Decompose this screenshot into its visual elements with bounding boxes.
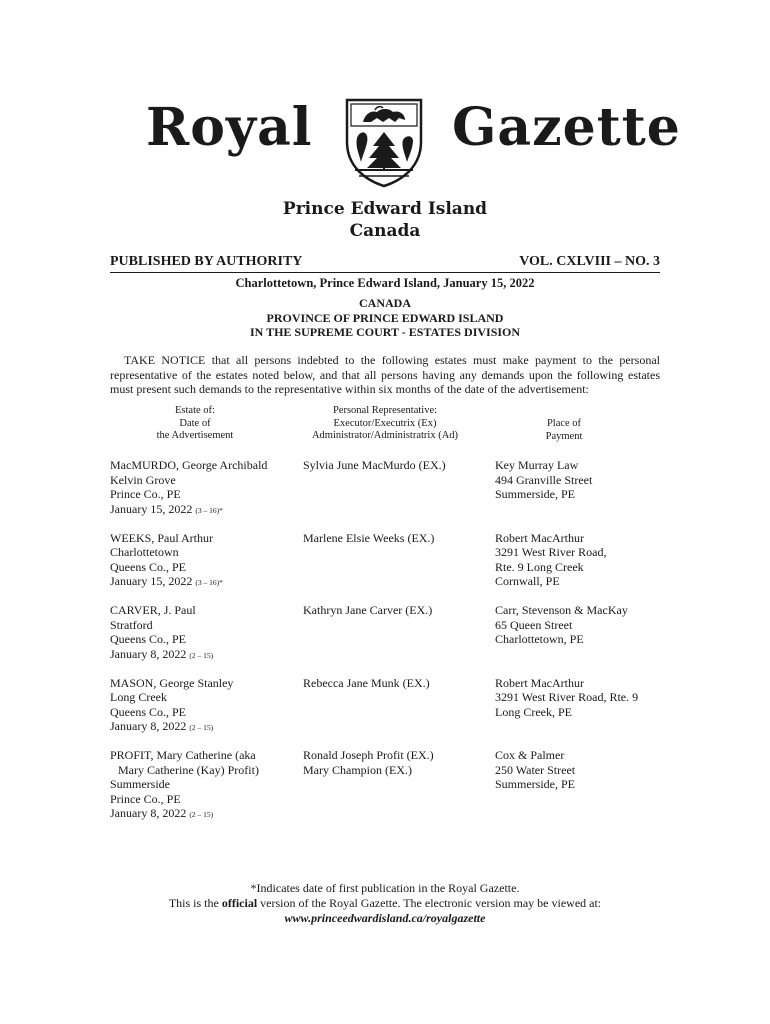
publication-bar xyxy=(110,252,660,273)
column-header-line: Personal Representative: xyxy=(332,405,438,416)
estate-name: WEEKS, Paul Arthur xyxy=(110,530,213,545)
representative-name: Mary Champion (EX.) xyxy=(303,762,412,777)
payment-line: Robert MacArthur xyxy=(495,530,584,545)
estate-date-line xyxy=(110,806,300,823)
payment-line: Summerside, PE xyxy=(495,487,575,501)
notice-paragraph: TAKE NOTICE that all persons indebted to the following estates must make payment to the personal representative of the estates noted below, and that all persons having any demands upon the following estates must present such demands to the representative within six months of the date of the advertisement: xyxy=(110,353,660,396)
column-header-line: Place of xyxy=(546,418,582,429)
estate-location: Kelvin Grove xyxy=(110,472,176,487)
estate-details xyxy=(110,676,300,736)
representative-name: Rebecca Jane Munk (EX.) xyxy=(303,675,430,690)
personal-representative xyxy=(303,458,493,473)
estate-location: Charlottetown xyxy=(110,545,179,559)
personal-representative xyxy=(303,603,493,618)
court-heading xyxy=(0,296,770,340)
estate-county: Prince Co., PE xyxy=(110,791,181,806)
payment-line: Charlottetown, PE xyxy=(495,632,584,646)
representative-name: Sylvia June MacMurdo (EX.) xyxy=(303,458,446,472)
payment-line: 3291 West River Road, xyxy=(495,545,607,559)
estate-details xyxy=(110,603,300,663)
payment-line: Rte. 9 Long Creek xyxy=(495,559,584,574)
publication-reference: (2 – 15) xyxy=(189,650,214,660)
payment-line: Cornwall, PE xyxy=(495,574,560,588)
dateline: Charlottetown, Prince Edward Island, January 15, 2022 xyxy=(235,276,535,290)
estate-date-line xyxy=(110,647,300,664)
estate-county: Queens Co., PE xyxy=(110,632,186,646)
payment-line: 494 Granville Street xyxy=(495,472,593,487)
estate-county: Prince Co., PE xyxy=(110,487,181,501)
estate-details xyxy=(110,748,300,823)
estate-name: MacMURDO, George Archibald xyxy=(110,458,268,472)
estate-county: Queens Co., PE xyxy=(110,704,186,719)
advertisement-date: January 8, 2022 xyxy=(110,806,187,820)
representative-name: Marlene Elsie Weeks (EX.) xyxy=(303,530,435,545)
representative-name: Kathryn Jane Carver (EX.) xyxy=(303,603,433,617)
column-header-line: the Advertisement xyxy=(156,430,234,441)
official-note-emphasis: official xyxy=(221,896,258,910)
estate-location: Summerside xyxy=(110,777,170,791)
court-heading-province: PROVINCE OF PRINCE EDWARD ISLAND xyxy=(266,310,504,325)
published-by-authority: PUBLISHED BY AUTHORITY xyxy=(110,254,303,269)
payment-line: Summerside, PE xyxy=(495,777,575,791)
official-note-text: This is the xyxy=(168,896,222,910)
personal-representative xyxy=(303,531,493,546)
estate-date-line xyxy=(110,502,300,519)
payment-line: 250 Water Street xyxy=(495,762,576,777)
estate-name: CARVER, J. Paul xyxy=(110,603,196,617)
masthead xyxy=(0,96,770,192)
publication-reference: (3 – 16)* xyxy=(195,578,223,587)
advertisement-date: January 15, 2022 xyxy=(110,501,193,516)
coat-of-arms-icon xyxy=(341,96,427,188)
personal-representative xyxy=(303,748,493,777)
column-header-line: Date of xyxy=(179,417,211,429)
place-of-payment xyxy=(495,531,670,589)
column-header-line: Executor/Executrix (Ex) xyxy=(333,417,437,429)
estate-alias: Mary Catherine (Kay) Profit) xyxy=(118,762,259,777)
footnote-first-publication: *Indicates date of first publication in the Royal Gazette. xyxy=(250,881,520,895)
place-of-payment xyxy=(495,603,670,647)
official-note-text: version of the Royal Gazette. The electronic version may be viewed at: xyxy=(257,896,602,910)
advertisement-date: January 8, 2022 xyxy=(110,719,187,733)
volume-number: VOL. CXLVIII – NO. 3 xyxy=(519,254,660,269)
column-header-estate xyxy=(126,405,264,443)
place-of-payment xyxy=(495,748,670,792)
column-header-payment xyxy=(494,418,634,443)
gazette-url-link[interactable]: www.princeedwardisland.ca/royalgazette xyxy=(284,911,486,925)
payment-line: Carr, Stevenson & MacKay xyxy=(495,603,628,617)
place-of-payment xyxy=(495,458,670,502)
payment-line: 65 Queen Street xyxy=(495,617,573,632)
column-header-line: Payment xyxy=(545,430,583,442)
footer xyxy=(0,881,770,926)
masthead-subtitle-province: Prince Edward Island xyxy=(282,199,488,219)
payment-line: Robert MacArthur xyxy=(495,675,584,690)
payment-line: Long Creek, PE xyxy=(495,704,572,719)
estate-name: MASON, George Stanley xyxy=(110,675,234,690)
masthead-subtitle-country: Canada xyxy=(349,221,421,241)
estate-date-line xyxy=(110,719,300,736)
personal-representative xyxy=(303,676,493,691)
estate-county: Queens Co., PE xyxy=(110,559,186,574)
estate-details xyxy=(110,531,300,591)
court-heading-country: CANADA xyxy=(359,296,411,310)
estate-location: Long Creek xyxy=(110,690,167,704)
payment-line: Cox & Palmer xyxy=(495,748,565,762)
payment-line: 3291 West River Road, Rte. 9 xyxy=(495,690,639,704)
advertisement-date: January 15, 2022 xyxy=(110,574,193,588)
court-heading-division: IN THE SUPREME COURT - ESTATES DIVISION xyxy=(249,325,521,339)
representative-name: Ronald Joseph Profit (EX.) xyxy=(303,748,434,762)
masthead-title-right: Gazette xyxy=(452,97,681,158)
estate-name: PROFIT, Mary Catherine (aka xyxy=(110,748,256,762)
publication-reference: (2 – 15) xyxy=(189,723,214,732)
official-version-note xyxy=(0,896,770,911)
advertisement-date: January 8, 2022 xyxy=(110,646,187,661)
column-header-line: Estate of: xyxy=(175,405,215,416)
estate-location: Stratford xyxy=(110,617,153,632)
publication-reference: (3 – 16)* xyxy=(195,505,223,515)
masthead-title-left: Royal xyxy=(146,97,313,158)
column-header-line: Administrator/Administratrix (Ad) xyxy=(311,430,459,441)
column-header-representative xyxy=(290,405,480,443)
place-of-payment xyxy=(495,676,670,720)
estate-details xyxy=(110,458,300,518)
publication-reference: (2 – 15) xyxy=(189,810,214,819)
estate-date-line xyxy=(110,574,300,591)
payment-line: Key Murray Law xyxy=(495,458,579,472)
